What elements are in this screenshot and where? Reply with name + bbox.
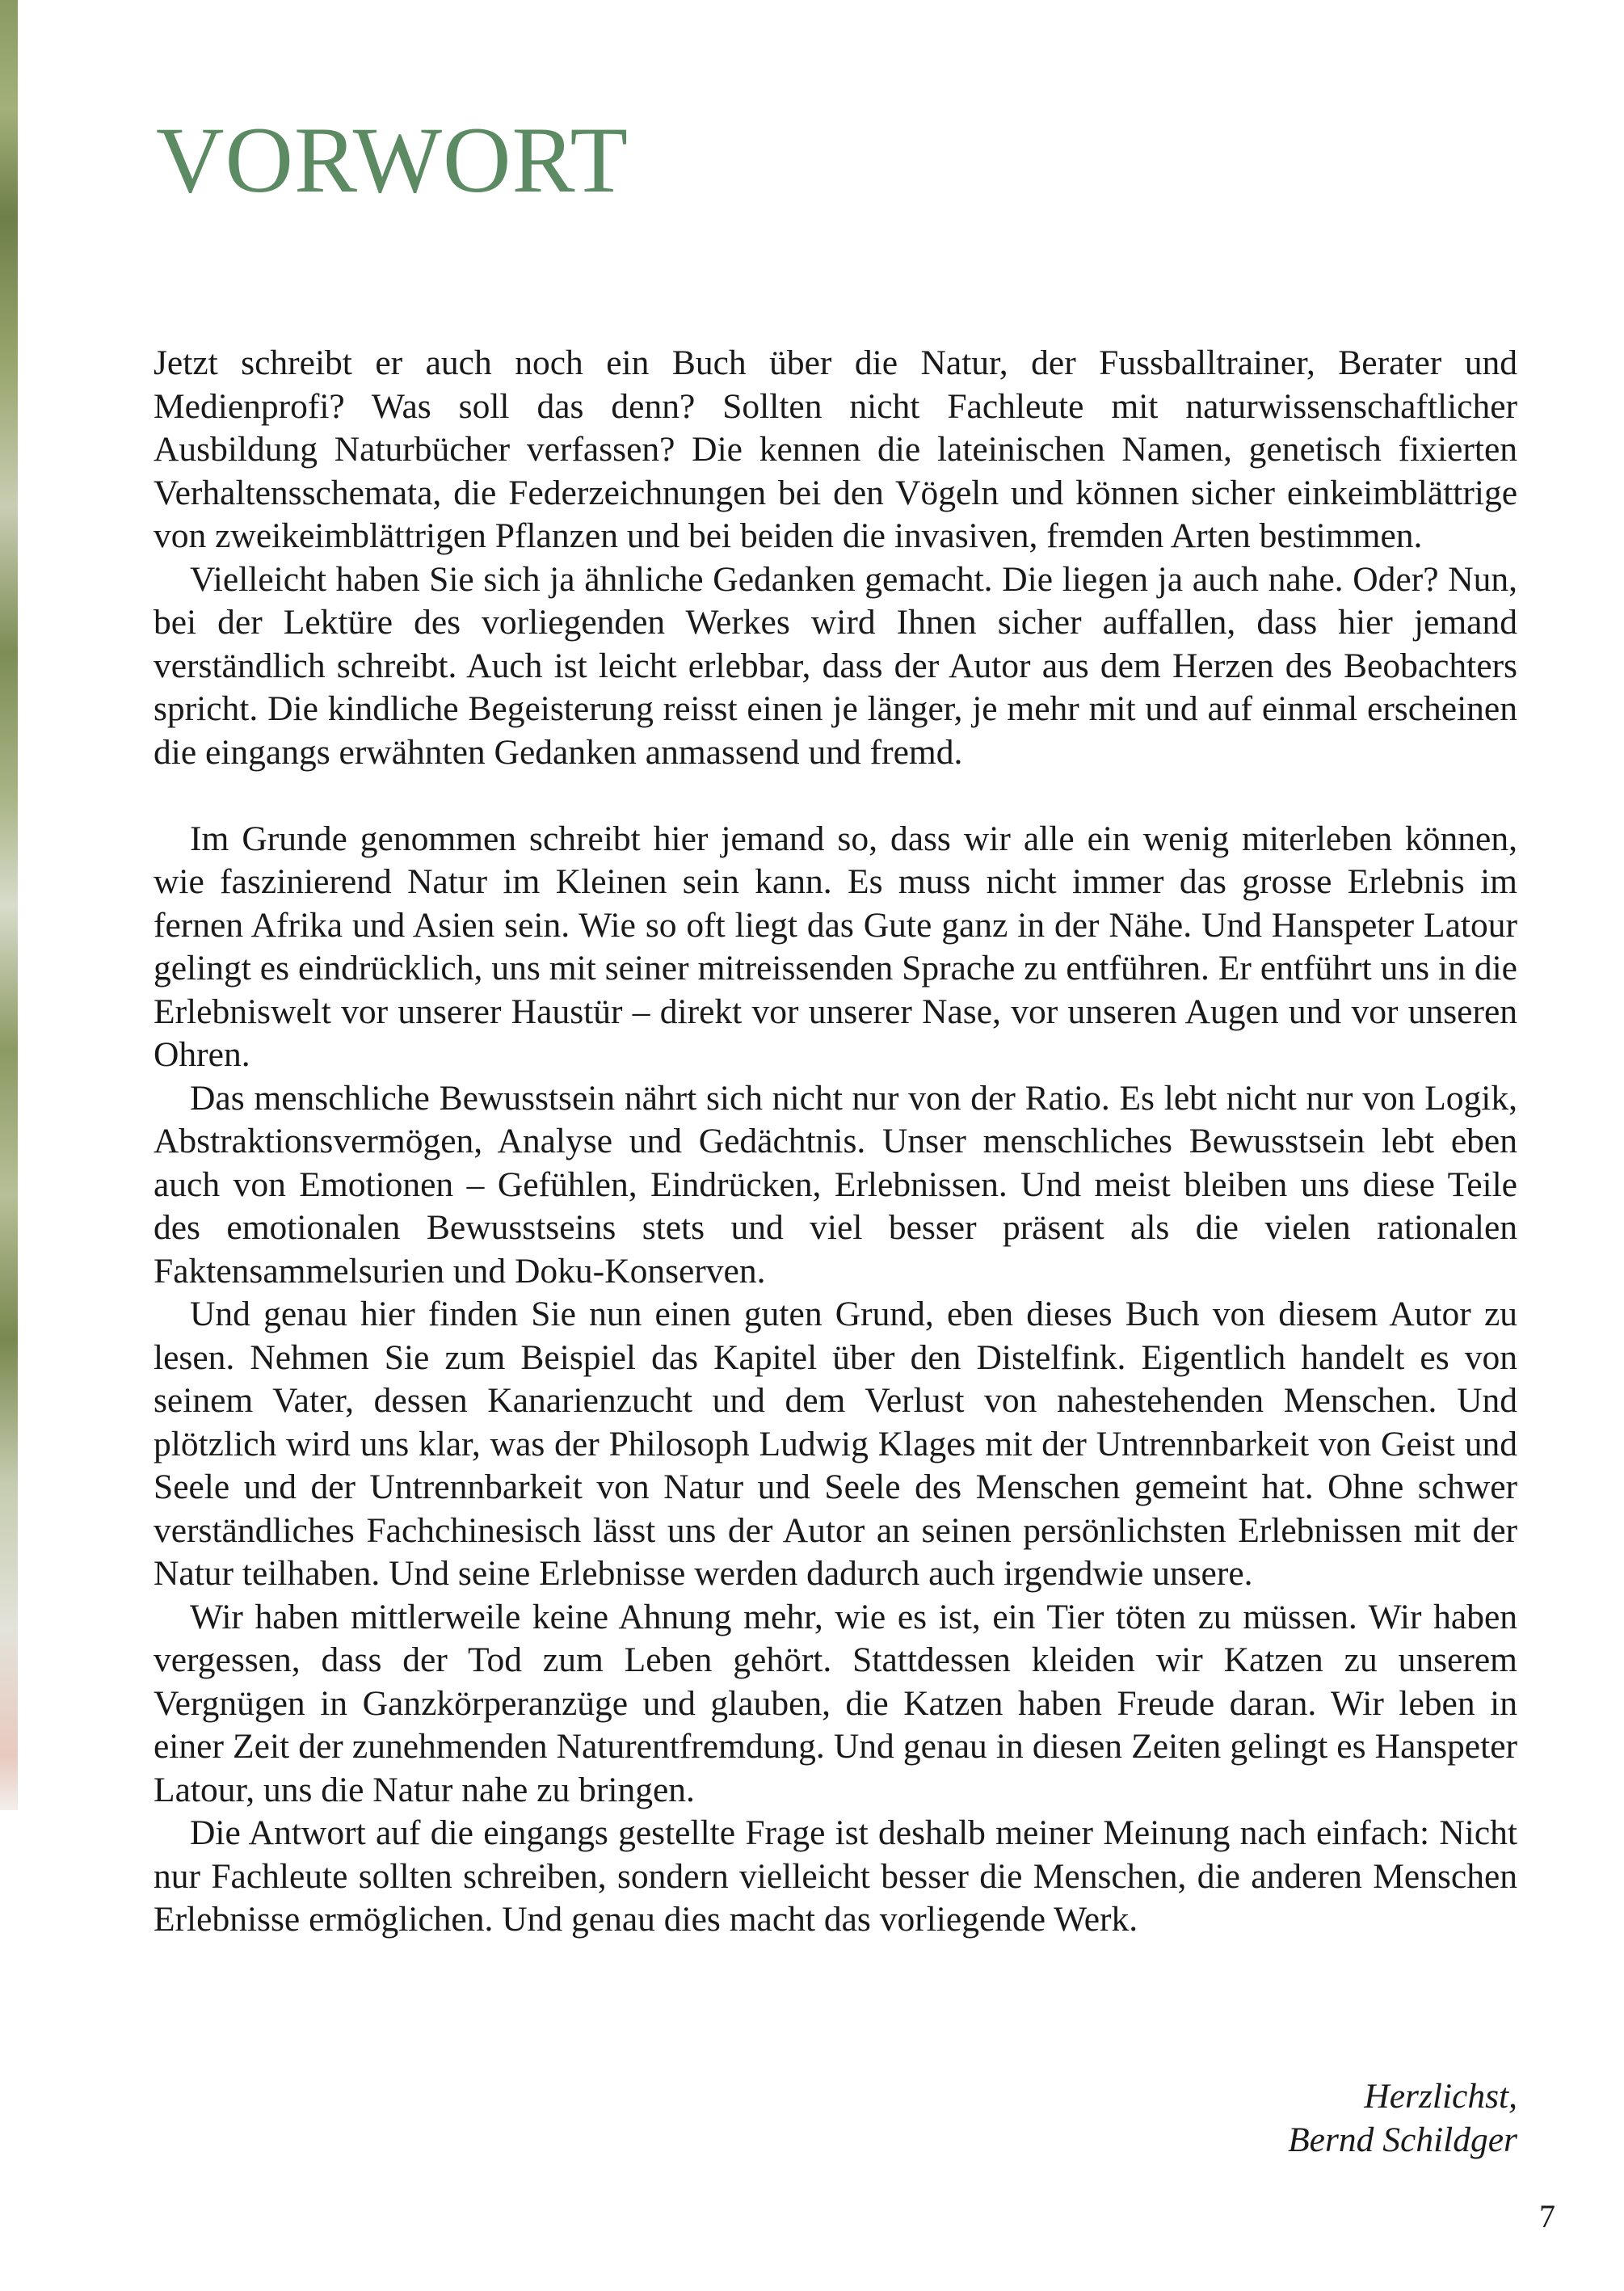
paragraph-1: Jetzt schreibt er auch noch ein Buch über die Natur, der Fussballtrainer, Berater und Medienprofi? Was soll das denn? Sollten nicht Fachleute mit naturwissenschaftlicher Ausbildung Naturbücher verfassen? Die kennen die lateinischen Namen, genetisch fixierten Verhaltensschemata, die Federzeichnungen bei den Vögeln und können sicher einkeimblättrige von zweikeimblättrigen Pflanzen und bei beiden die invasiven, fremden Arten bestimmen. <box>154 343 1517 555</box>
photo-edge-strip <box>0 0 18 1810</box>
paragraph-2: Vielleicht haben Sie sich ja ähnliche Gedanken gemacht. Die liegen ja auch nahe. Oder? Nun, bei der Lektüre des vorliegenden Werkes wird Ihnen sicher auffallen, dass hier jemand verständlich schreibt. Auch ist leicht erlebbar, dass der Autor aus dem Herzen des Beobachters spricht. Die kindliche Begeisterung reisst einen je länger, je mehr mit und auf einmal erscheinen die eingangs erwähnten Gedanken anmassend und fremd. <box>154 559 1517 772</box>
paragraph-5: Und genau hier finden Sie nun einen guten Grund, eben dieses Buch von diesem Autor zu lesen. Nehmen Sie zum Beispiel das Kapitel über den Distelfink. Eigentlich handelt es von seinem Vater, dessen Kanarienzucht und dem Verlust von nahestehenden Menschen. Und plötzlich wird uns klar, was der Philosoph Ludwig Klages mit der Untrennbarkeit von Geist und Seele und der Untrennbarkeit von Natur und Seele des Menschen gemeint hat. Ohne schwer verständliches Fachchinesisch lässt uns der Autor an seinen persönlichsten Erlebnissen mit der Natur teilhaben. Und seine Erlebnisse werden dadurch auch irgendwie unsere. <box>154 1295 1517 1593</box>
signature-name: Bernd Schildger <box>1288 2120 1517 2159</box>
paragraph-3: Im Grunde genommen schreibt hier jemand so, dass wir alle ein wenig miterleben können, wie faszinierend Natur im Kleinen sein kann. Es muss nicht immer das grosse Erlebnis im fernen Afrika und Asien sein. Wie so oft liegt das Gute ganz in der Nähe. Und Hanspeter Latour gelingt es eindrücklich, uns mit seiner mitreissenden Sprache zu entführen. Er entführt uns in die Erlebniswelt vor unserer Haustür – direkt vor unserer Nase, vor unseren Augen und vor unseren Ohren. <box>154 819 1517 1074</box>
paragraph-6: Wir haben mittlerweile keine Ahnung mehr, wie es ist, ein Tier töten zu müssen. Wir haben vergessen, dass der Tod zum Leben gehört. Stattdessen kleiden wir Katzen zu unserem Vergnügen in Ganzkörperanzüge und glauben, die Katzen haben Freude daran. Wir leben in einer Zeit der zunehmenden Naturentfremdung. Und genau in diesen Zeiten gelingt es Hanspeter Latour, uns die Natur nahe zu bringen. <box>154 1597 1517 1809</box>
paragraph-4: Das menschliche Bewusstsein nährt sich nicht nur von der Ratio. Es lebt nicht nur von Logik, Abstraktionsvermögen, Analyse und Gedächtnis. Unser menschliches Bewusstsein lebt eben auch von Emotionen – Gefühlen, Eindrücken, Erlebnissen. Und meist bleiben uns diese Teile des emotionalen Bewusstseins stets und viel besser präsent als die vielen rationalen Faktensammelsurien und Doku-Konserven. <box>154 1078 1517 1291</box>
signature <box>1288 2074 1517 2162</box>
signature-closing: Herzlichst, <box>1364 2077 1517 2116</box>
body-text <box>154 342 1517 1942</box>
page-title: VORWORT <box>156 108 629 213</box>
page-number: 7 <box>1539 2198 1555 2234</box>
paragraph-7: Die Antwort auf die eingangs gestellte Frage ist deshalb meiner Meinung nach einfach: Nicht nur Fachleute sollten schreiben, sondern vielleicht besser die Menschen, die anderen Menschen Erlebnisse ermöglichen. Und genau dies macht das vorliegende Werk. <box>154 1813 1517 1939</box>
